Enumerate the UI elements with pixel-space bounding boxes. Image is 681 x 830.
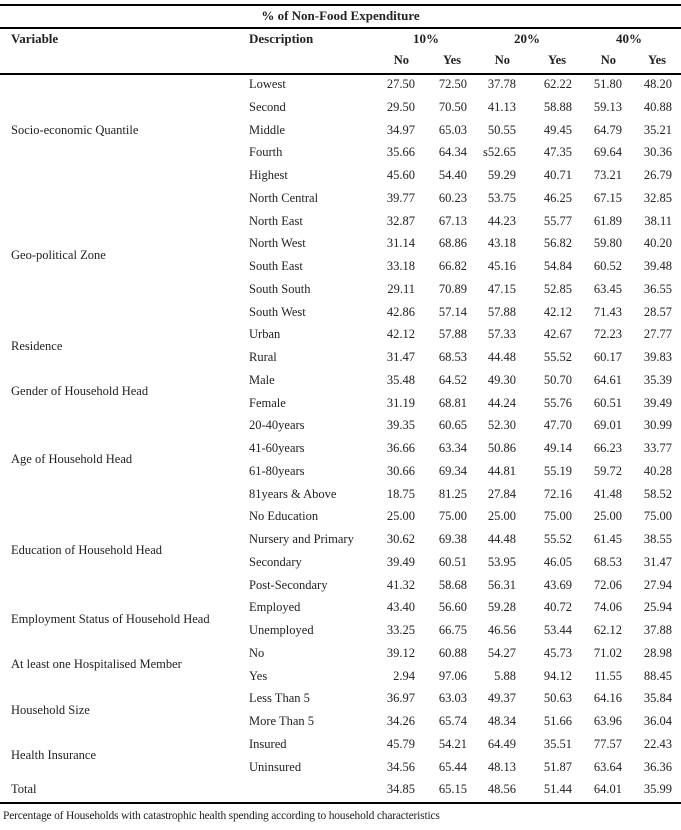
header-threshold-20: 20%: [514, 31, 540, 46]
row-value: 46.25: [543, 190, 572, 205]
row-value: 94.12: [543, 668, 572, 683]
row-description: Unemployed: [249, 623, 314, 637]
variable-label: Education of Household Head: [11, 543, 163, 558]
row-value: 71.02: [593, 645, 622, 660]
row-value: 53.75: [487, 190, 516, 205]
row-value: 37.88: [643, 623, 672, 637]
row-value: 55.19: [543, 463, 572, 478]
row-value: 33.77: [643, 441, 672, 455]
row-value: 97.06: [438, 668, 467, 683]
variable-label: Household Size: [11, 702, 90, 717]
row-value: 45.79: [386, 736, 415, 751]
row-value: 64.61: [593, 372, 622, 387]
row-value: 54.40: [438, 168, 467, 182]
row-description: Secondary: [249, 554, 302, 569]
row-value: 75.00: [643, 509, 672, 524]
row-description: Lowest: [249, 77, 286, 91]
row-value: 64.52: [438, 372, 467, 387]
row-value: 57.88: [438, 327, 467, 342]
row-value: 64.79: [593, 122, 622, 137]
row-value: 67.15: [593, 190, 622, 205]
row-description: Post-Secondary: [249, 577, 328, 592]
row-description: North West: [249, 236, 306, 251]
row-value: 61.45: [593, 532, 622, 546]
row-value: 77.57: [593, 736, 622, 751]
row-value: 57.14: [438, 304, 467, 319]
row-value: 56.82: [543, 236, 572, 251]
row-value: 70.89: [438, 281, 467, 296]
row-value: 50.70: [543, 372, 572, 387]
table-row: [0, 77, 681, 99]
row-description: South East: [249, 259, 303, 273]
row-value: 49.45: [543, 122, 572, 137]
row-value: 59.29: [487, 168, 516, 182]
row-value: 29.11: [387, 281, 415, 296]
row-value: 42.86: [386, 304, 415, 319]
row-value: 27.50: [386, 77, 415, 91]
top-rule: [0, 4, 681, 6]
variable-label: Gender of Household Head: [11, 384, 149, 399]
row-value: 41.48: [593, 486, 622, 501]
table-row: [0, 737, 681, 759]
row-value: 67.13: [438, 213, 467, 228]
row-value: 64.01: [593, 782, 622, 797]
row-value: 33.25: [386, 623, 415, 637]
row-value: 69.38: [438, 532, 467, 546]
table-row: [0, 100, 681, 122]
row-value: 47.15: [487, 281, 516, 296]
header-sub-yes: Yes: [647, 53, 666, 67]
row-value: 65.74: [438, 714, 467, 728]
row-value: 51.66: [543, 714, 572, 728]
row-value: 62.22: [543, 77, 572, 91]
row-description: Employed: [249, 600, 301, 615]
row-description: Rural: [249, 350, 277, 364]
row-value: 39.49: [643, 395, 672, 410]
row-value: 39.12: [386, 645, 415, 660]
row-description: Insured: [249, 736, 287, 751]
row-value: 41.32: [386, 577, 415, 592]
row-value: 60.52: [593, 259, 622, 273]
row-value: 68.86: [438, 236, 467, 251]
row-value: 31.47: [386, 350, 415, 364]
row-value: 75.00: [438, 509, 467, 524]
row-value: 25.00: [593, 509, 622, 524]
row-value: 59.72: [593, 463, 622, 478]
row-value: 35.48: [386, 372, 415, 387]
row-value: 58.52: [643, 486, 672, 501]
row-value: 56.31: [487, 577, 516, 592]
row-value: 64.49: [487, 736, 516, 751]
row-value: 33.18: [386, 259, 415, 273]
bottom-rule: [0, 802, 681, 804]
table-row: [0, 327, 681, 349]
row-value: 50.86: [487, 441, 516, 455]
table-row: [0, 691, 681, 713]
table-row: [0, 282, 681, 304]
row-value: 35.99: [643, 782, 672, 797]
row-value: 45.73: [543, 645, 572, 660]
row-description: South South: [249, 281, 311, 296]
row-value: 57.33: [487, 327, 516, 342]
row-value: 58.88: [543, 99, 572, 114]
row-value: 51.80: [593, 77, 622, 91]
row-description: Urban: [249, 327, 281, 342]
row-value: 39.35: [386, 418, 415, 433]
row-value: 42.67: [543, 327, 572, 342]
row-value: 48.56: [487, 782, 516, 797]
row-value: 59.80: [593, 236, 622, 251]
row-value: 58.68: [438, 577, 467, 592]
row-value: 34.97: [386, 122, 415, 137]
row-value: 63.96: [593, 714, 622, 728]
row-value: 51.44: [543, 782, 572, 797]
row-value: 28.98: [643, 645, 672, 660]
row-value: 57.88: [487, 304, 516, 319]
row-value: 39.77: [386, 190, 415, 205]
row-value: 39.49: [386, 554, 415, 569]
row-value: 40.20: [643, 236, 672, 251]
header-sub-no: No: [494, 53, 510, 67]
row-value: 48.13: [487, 759, 516, 774]
row-value: 64.34: [438, 145, 467, 160]
row-value: 72.23: [593, 327, 622, 342]
row-value: 56.60: [438, 600, 467, 615]
row-description: Female: [249, 395, 286, 410]
table-row: [0, 714, 681, 736]
row-description: North Central: [249, 190, 319, 205]
row-value: 63.45: [593, 281, 622, 296]
variable-label: Geo-political Zone: [11, 247, 106, 262]
row-value: 30.66: [386, 463, 415, 478]
table-row: [0, 350, 681, 372]
row-value: 52.30: [487, 418, 516, 433]
row-value: 71.43: [593, 304, 622, 319]
row-value: 34.85: [386, 782, 415, 797]
row-value: 42.12: [386, 327, 415, 342]
row-value: 36.04: [643, 714, 672, 728]
row-value: 64.16: [593, 691, 622, 706]
row-value: 65.15: [438, 782, 467, 797]
header-sub-no: No: [600, 53, 616, 67]
row-value: 55.52: [543, 532, 572, 546]
row-value: 30.36: [643, 145, 672, 160]
title-rule: [0, 27, 681, 29]
row-value: 72.16: [543, 486, 572, 501]
table-row: [0, 191, 681, 213]
row-description: South West: [249, 304, 306, 319]
row-value: 63.03: [438, 691, 467, 706]
row-value: 30.99: [643, 418, 672, 433]
row-value: 32.85: [643, 190, 672, 205]
row-value: 36.36: [643, 759, 672, 774]
row-value: 49.14: [543, 441, 572, 455]
row-value: 45.16: [487, 259, 516, 273]
row-value: 60.23: [438, 190, 467, 205]
row-value: 50.55: [487, 122, 516, 137]
header-variable: Variable: [11, 31, 59, 46]
table-title: % of Non-Food Expenditure: [261, 8, 420, 23]
row-value: 25.00: [487, 509, 516, 524]
row-description: Male: [249, 372, 275, 387]
row-value: 74.06: [593, 600, 622, 615]
row-value: 69.64: [593, 145, 622, 160]
row-value: 53.95: [487, 554, 516, 569]
row-description: North East: [249, 213, 303, 228]
row-description: 41-60years: [249, 441, 305, 455]
header-sub-yes: Yes: [547, 53, 566, 67]
row-value: 60.65: [438, 418, 467, 433]
row-value: 36.55: [643, 281, 672, 296]
row-description: More Than 5: [249, 714, 315, 728]
row-description: No Education: [249, 509, 319, 524]
row-description: No: [249, 645, 265, 660]
row-description: Less Than 5: [249, 691, 310, 706]
row-value: 60.17: [593, 350, 622, 364]
row-value: 55.52: [543, 350, 572, 364]
row-description: 61-80years: [249, 463, 305, 478]
row-value: 54.84: [543, 259, 572, 273]
variable-label: Socio-economic Quantile: [11, 122, 139, 137]
row-value: 31.47: [643, 554, 672, 569]
row-value: 45.60: [386, 168, 415, 182]
row-value: 38.11: [644, 213, 672, 228]
row-value: 75.00: [543, 509, 572, 524]
variable-label: Health Insurance: [11, 748, 97, 763]
row-description: 20-40years: [249, 418, 305, 433]
table-row: [0, 145, 681, 167]
row-value: 41.13: [487, 99, 516, 114]
row-value: 54.21: [438, 736, 467, 751]
row-value: 29.50: [386, 99, 415, 114]
row-value: 11.55: [594, 668, 622, 683]
row-value: 43.40: [386, 600, 415, 615]
table-row: [0, 305, 681, 327]
row-value: 40.28: [643, 463, 672, 478]
row-value: 68.53: [438, 350, 467, 364]
row-value: 55.76: [543, 395, 572, 410]
row-value: 35.39: [643, 372, 672, 387]
row-value: 70.50: [438, 99, 467, 114]
row-value: 72.06: [593, 577, 622, 592]
row-value: 53.44: [543, 623, 572, 637]
header-rule: [0, 73, 681, 75]
row-value: 66.23: [593, 441, 622, 455]
row-value: 38.55: [643, 532, 672, 546]
header-sub-no: No: [393, 53, 409, 67]
table-row: [0, 509, 681, 531]
row-value: 48.34: [487, 714, 516, 728]
row-value: 68.53: [593, 554, 622, 569]
header-sub-yes: Yes: [442, 53, 461, 67]
row-value: 28.57: [643, 304, 672, 319]
row-value: 46.56: [487, 623, 516, 637]
row-value: 31.19: [386, 395, 415, 410]
row-value: 18.75: [386, 486, 415, 501]
row-value: 36.66: [386, 441, 415, 455]
row-value: 66.82: [438, 259, 467, 273]
row-description: Nursery and Primary: [249, 532, 354, 546]
row-value: 47.70: [543, 418, 572, 433]
row-value: 68.81: [438, 395, 467, 410]
row-value: 81.25: [438, 486, 467, 501]
row-value: 34.56: [386, 759, 415, 774]
row-value: 39.48: [643, 259, 672, 273]
row-value: 47.35: [543, 145, 572, 160]
header-threshold-10: 10%: [413, 31, 439, 46]
row-value: 73.21: [593, 168, 622, 182]
row-value: 66.75: [438, 623, 467, 637]
row-description: 81years & Above: [249, 486, 337, 501]
row-description: Fourth: [249, 145, 283, 160]
row-value: 49.30: [487, 372, 516, 387]
row-value: 25.94: [643, 600, 672, 615]
row-value: 48.20: [643, 77, 672, 91]
row-value: 59.13: [593, 99, 622, 114]
row-value: 63.64: [593, 759, 622, 774]
row-value: 5.88: [494, 668, 516, 683]
row-value: 39.83: [643, 350, 672, 364]
row-value: 60.88: [438, 645, 467, 660]
row-value: 44.81: [487, 463, 516, 478]
row-value: 69.34: [438, 463, 467, 478]
row-value: 22.43: [643, 736, 672, 751]
row-description: Uninsured: [249, 759, 302, 774]
row-value: 31.14: [386, 236, 415, 251]
row-value: 50.63: [543, 691, 572, 706]
row-value: 2.94: [393, 668, 415, 683]
row-value: 36.97: [386, 691, 415, 706]
row-value: 30.62: [386, 532, 415, 546]
row-value: 35.84: [643, 691, 672, 706]
row-description: Middle: [249, 122, 286, 137]
row-value: 44.24: [487, 395, 516, 410]
table-row: [0, 782, 681, 804]
row-value: 65.44: [438, 759, 467, 774]
table-row: [0, 214, 681, 236]
row-value: 35.66: [386, 145, 415, 160]
variable-label: Age of Household Head: [11, 452, 133, 467]
row-value: 54.27: [487, 645, 516, 660]
row-value: 72.50: [438, 77, 467, 91]
table-row: [0, 578, 681, 600]
row-value: 49.37: [487, 691, 516, 706]
row-value: 26.79: [643, 168, 672, 182]
row-value: 88.45: [643, 668, 672, 683]
row-value: 27.94: [643, 577, 672, 592]
header-threshold-40: 40%: [616, 31, 642, 46]
row-value: s52.65: [483, 145, 516, 160]
row-value: 65.03: [438, 122, 467, 137]
table-caption: Percentage of Households with catastrophic health spending according to household characteristics: [3, 810, 440, 822]
row-value: 42.12: [543, 304, 572, 319]
header-description: Description: [249, 31, 314, 46]
row-value: 44.48: [487, 350, 516, 364]
row-value: 62.12: [593, 623, 622, 637]
row-value: 27.84: [487, 486, 516, 501]
table-row: [0, 418, 681, 440]
variable-label: Employment Status of Household Head: [11, 611, 210, 626]
row-value: 34.26: [386, 714, 415, 728]
row-value: 63.34: [438, 441, 467, 455]
variable-label: At least one Hospitalised Member: [11, 657, 182, 672]
row-value: 32.87: [386, 213, 415, 228]
row-value: 40.88: [643, 99, 672, 114]
row-description: Yes: [249, 668, 268, 683]
row-value: 51.87: [543, 759, 572, 774]
row-value: 27.77: [643, 327, 672, 342]
table-row: [0, 487, 681, 509]
row-value: 43.69: [543, 577, 572, 592]
row-value: 37.78: [487, 77, 516, 91]
row-description: Second: [249, 99, 286, 114]
row-value: 69.01: [593, 418, 622, 433]
table-row: [0, 168, 681, 190]
variable-label: Residence: [11, 338, 63, 353]
row-value: 35.51: [543, 736, 572, 751]
variable-label: Total: [11, 782, 37, 797]
row-value: 61.89: [593, 213, 622, 228]
table-row: [0, 760, 681, 782]
row-value: 46.05: [543, 554, 572, 569]
row-value: 52.85: [543, 281, 572, 296]
row-value: 60.51: [593, 395, 622, 410]
row-value: 55.77: [543, 213, 572, 228]
row-value: 40.71: [543, 168, 572, 182]
row-value: 43.18: [487, 236, 516, 251]
row-value: 35.21: [643, 122, 672, 137]
row-value: 25.00: [386, 509, 415, 524]
row-value: 40.72: [543, 600, 572, 615]
row-value: 59.28: [487, 600, 516, 615]
row-description: Highest: [249, 168, 288, 182]
row-value: 44.48: [487, 532, 516, 546]
row-value: 60.51: [438, 554, 467, 569]
row-value: 44.23: [487, 213, 516, 228]
